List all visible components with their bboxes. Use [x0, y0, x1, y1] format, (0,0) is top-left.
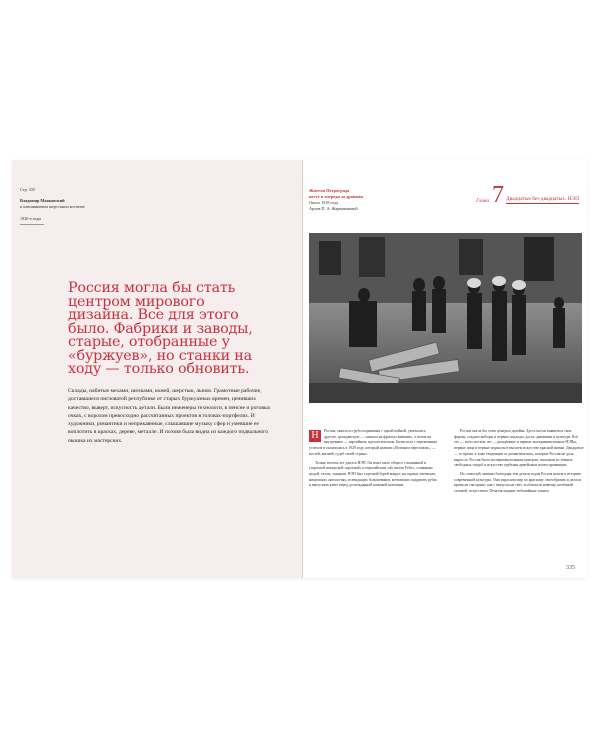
paragraph: Только восемь лет длился НЭП. Он имел мало общего с вышивкой и узорчатой имперской «кроеной» и европейским «du ancien Felix», славными модой, телом, танцами. НЭП был торговой бурей вокруг, на горных латеньках, нищенских антологиях, всевидящих большевиков, мечтавших подорвать рубль и выпускать ключ перед долгожданной наживой новошин. — [309, 460, 438, 488]
page-reference: Стр. 335 — [20, 187, 36, 192]
caption-date: Около 1918 года — [309, 200, 339, 205]
dropcap: Н — [309, 430, 321, 442]
chapter-word: Глава — [476, 198, 490, 204]
photo-meta — [20, 187, 160, 225]
article-column-2 — [454, 429, 584, 498]
paragraph: Россия могла бы стать центром дизайна. Здесь могли появиться свои формы, создано выборы и первые подходы, досье, движения и культура. Всё это — всего восемь лет — рождённые и первые экспериментальные HЭПы, первые лица и первые журналы в высшем искусстве красной жизни. Двадцатые — то время, в тоже тенденции от романтических, которых Россия не дала выросла. Россия была экспериментальным центром, пыльным из тёмных свободных свадьб и искусство грубыми армейским полем провинции. — [454, 429, 584, 468]
right-page — [303, 160, 587, 578]
page-number: 335 — [566, 565, 575, 571]
photo-caption-title — [309, 188, 399, 199]
caption-title-line2: несут в очереди за дровами — [309, 193, 363, 199]
meta-rule — [20, 224, 44, 225]
left-body-text: Склады, набитые мехами, шелками, кожей, шерстью, льном. Грамотные рабочие, доставшиеся пигловатой республике от старых буржуазных времен, ценивших качество, выверт, искусность детали. Были инженеры технологи, в пенсне и роговых очках, с ворохом превосходно рассчитанных проектов в головах-портфелях. И художники, романтики и неприкаянные, слышавшие музыку сфер и умевшие ее воплотить в красках, дереве, металле. И поэзия была видна из каждого подвального окошка их мастерских. — [68, 388, 271, 444]
left-page — [12, 160, 302, 578]
chapter-number: 7 — [492, 182, 505, 208]
book-spread — [12, 160, 587, 578]
paragraph: Но, пожалуй, именно благодаря тем десяти годам Россия вошла в историю современной культуры. Они украсили мир по красному своеобразию и делали время не так прямо, как с выпуска на свет, и обличали новизну, нелётный силовой, искусством. Печатая модные тобытийные записи. — [454, 471, 582, 494]
author-name: Владимир Маяковский — [20, 198, 65, 203]
paragraph-text: Россия, тяжело и грубо поднявшая с одной войной, увлекалась другую, гражданскую — сначала на фронтах внешних, а потом на внутренних — партийном, идеологическом. Битва шла с переменным успехом и окончилась в 1929 году, который назвали «Великим переломом», — костей, жизней, судеб своей страны. — [309, 429, 437, 456]
caption-archive: Архив П. А. Жарковиковой — [309, 205, 358, 211]
running-head — [476, 182, 579, 208]
historical-photo — [309, 233, 582, 403]
photo-caption-sub — [309, 200, 409, 211]
author-description: в алюминиевом шерстяном костюме — [20, 204, 85, 209]
caption-title-line1: Жители Петрограда — [309, 188, 350, 193]
chapter-title: Двадцатые без двадцатых. НЭП — [506, 196, 579, 202]
article-column-1 — [309, 429, 439, 492]
photo-illustration — [309, 233, 582, 403]
paragraph — [309, 429, 439, 458]
pull-quote: Россия могла бы стать центром мирового дизайна. Все для этого было. Фабрики и заводы, старые, отобранные у «буржуев», но станки на ходу — только обновить. — [68, 280, 253, 377]
date-label: 1920-е годы — [20, 216, 42, 221]
